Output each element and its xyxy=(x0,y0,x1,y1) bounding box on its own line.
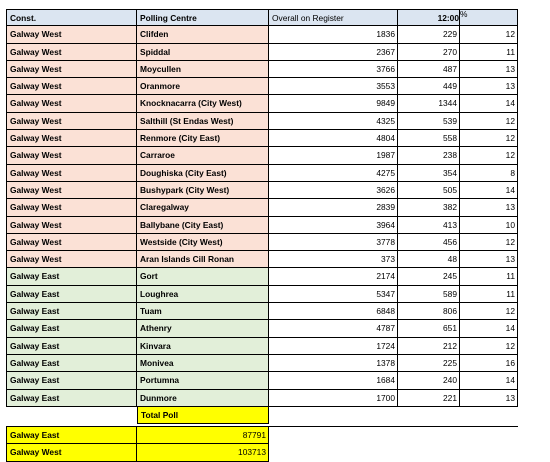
header-row xyxy=(6,9,518,26)
register-cell[interactable]: 2367 xyxy=(269,44,398,61)
register-cell[interactable]: 3553 xyxy=(269,78,398,95)
percent-cell[interactable]: 12 xyxy=(460,303,518,320)
percent-cell[interactable]: 12 xyxy=(460,234,518,251)
register-cell[interactable]: 1724 xyxy=(269,338,398,355)
data-rows xyxy=(6,26,518,407)
percent-cell[interactable]: 11 xyxy=(460,286,518,303)
table-row xyxy=(6,234,518,251)
register-cell[interactable]: 1836 xyxy=(269,26,398,43)
const-cell[interactable]: Galway West xyxy=(6,251,137,268)
const-cell[interactable]: Galway West xyxy=(6,217,137,234)
register-cell[interactable]: 373 xyxy=(269,251,398,268)
votes-cell[interactable]: 806 xyxy=(398,303,460,320)
polling-centre-cell[interactable]: Salthill (St Endas West) xyxy=(137,113,269,130)
votes-cell[interactable]: 48 xyxy=(398,251,460,268)
votes-cell[interactable]: 240 xyxy=(398,372,460,389)
const-cell[interactable]: Galway West xyxy=(6,61,137,78)
percent-cell[interactable]: 13 xyxy=(460,61,518,78)
percent-cell[interactable]: 8 xyxy=(460,165,518,182)
const-cell[interactable]: Galway East xyxy=(6,320,137,337)
summary-row-west xyxy=(6,444,518,461)
votes-cell[interactable]: 449 xyxy=(398,78,460,95)
const-cell[interactable]: Galway West xyxy=(6,165,137,182)
percent-cell[interactable]: 14 xyxy=(460,320,518,337)
register-cell[interactable]: 1684 xyxy=(269,372,398,389)
votes-cell[interactable]: 651 xyxy=(398,320,460,337)
table-row xyxy=(6,390,518,407)
register-cell[interactable]: 3626 xyxy=(269,182,398,199)
header-time[interactable]: 12:00 xyxy=(398,9,460,26)
table-row xyxy=(6,26,518,43)
register-cell[interactable]: 4325 xyxy=(269,113,398,130)
percent-cell[interactable]: 11 xyxy=(460,268,518,285)
polling-centre-cell[interactable]: Oranmore xyxy=(137,78,269,95)
header-register[interactable]: Overall on Register xyxy=(269,9,398,26)
percent-cell[interactable]: 13 xyxy=(460,251,518,268)
polling-centre-cell[interactable]: Clifden xyxy=(137,26,269,43)
percent-cell[interactable]: 12 xyxy=(460,26,518,43)
votes-cell[interactable]: 354 xyxy=(398,165,460,182)
table-row xyxy=(6,130,518,147)
register-cell[interactable]: 1987 xyxy=(269,147,398,164)
votes-cell[interactable]: 456 xyxy=(398,234,460,251)
const-cell[interactable]: Galway East xyxy=(6,372,137,389)
votes-cell[interactable]: 487 xyxy=(398,61,460,78)
summary-row-east xyxy=(6,426,518,444)
const-cell[interactable]: Galway West xyxy=(6,147,137,164)
table-row xyxy=(6,165,518,182)
votes-cell[interactable]: 225 xyxy=(398,355,460,372)
table-row xyxy=(6,286,518,303)
table-row xyxy=(6,303,518,320)
votes-cell[interactable]: 505 xyxy=(398,182,460,199)
polling-centre-cell[interactable]: Tuam xyxy=(137,303,269,320)
const-cell[interactable]: Galway West xyxy=(6,130,137,147)
register-cell[interactable]: 3964 xyxy=(269,217,398,234)
const-cell[interactable]: Galway West xyxy=(6,26,137,43)
votes-cell[interactable]: 238 xyxy=(398,147,460,164)
polling-centre-cell[interactable]: Knocknacarra (City West) xyxy=(137,95,269,112)
register-cell[interactable]: 3778 xyxy=(269,234,398,251)
header-polling-centre[interactable]: Polling Centre xyxy=(137,9,269,26)
const-cell[interactable]: Galway East xyxy=(6,303,137,320)
register-cell[interactable]: 5347 xyxy=(269,286,398,303)
percent-cell[interactable]: 16 xyxy=(460,355,518,372)
votes-cell[interactable]: 212 xyxy=(398,338,460,355)
polling-centre-cell[interactable]: Doughiska (City East) xyxy=(137,165,269,182)
header-pct-cell[interactable] xyxy=(460,9,518,26)
const-cell[interactable]: Galway East xyxy=(6,286,137,303)
percent-cell[interactable]: 11 xyxy=(460,44,518,61)
percent-cell[interactable]: 14 xyxy=(460,182,518,199)
register-cell[interactable]: 4275 xyxy=(269,165,398,182)
percent-cell[interactable]: 10 xyxy=(460,217,518,234)
percent-cell[interactable]: 12 xyxy=(460,113,518,130)
votes-cell[interactable]: 245 xyxy=(398,268,460,285)
polling-centre-cell[interactable]: Moycullen xyxy=(137,61,269,78)
total-poll-row xyxy=(6,407,518,424)
percent-cell[interactable]: 12 xyxy=(460,147,518,164)
polling-centre-cell[interactable]: Carraroe xyxy=(137,147,269,164)
votes-cell[interactable]: 1344 xyxy=(398,95,460,112)
polling-centre-cell[interactable]: Loughrea xyxy=(137,286,269,303)
register-cell[interactable]: 2174 xyxy=(269,268,398,285)
polling-centre-cell[interactable]: Gort xyxy=(137,268,269,285)
polling-centre-cell[interactable]: Dunmore xyxy=(137,390,269,407)
register-cell[interactable]: 2839 xyxy=(269,199,398,216)
votes-cell[interactable]: 539 xyxy=(398,113,460,130)
table-row xyxy=(6,44,518,61)
polling-centre-cell[interactable]: Athenry xyxy=(137,320,269,337)
register-cell[interactable]: 3766 xyxy=(269,61,398,78)
register-cell[interactable]: 1378 xyxy=(269,355,398,372)
votes-cell[interactable]: 558 xyxy=(398,130,460,147)
percent-cell[interactable]: 13 xyxy=(460,390,518,407)
const-cell[interactable]: Galway East xyxy=(6,268,137,285)
const-cell[interactable]: Galway East xyxy=(6,338,137,355)
votes-cell[interactable]: 382 xyxy=(398,199,460,216)
polling-centre-cell[interactable]: Aran Islands Cill Ronan xyxy=(137,251,269,268)
const-cell[interactable]: Galway West xyxy=(6,182,137,199)
polling-centre-cell[interactable]: Claregalway xyxy=(137,199,269,216)
table-row xyxy=(6,355,518,372)
table-row xyxy=(6,268,518,285)
percent-cell[interactable]: 13 xyxy=(460,199,518,216)
const-cell[interactable]: Galway West xyxy=(6,234,137,251)
const-cell[interactable]: Galway West xyxy=(6,113,137,130)
const-cell[interactable]: Galway West xyxy=(6,44,137,61)
const-cell[interactable]: Galway East xyxy=(6,355,137,372)
polling-centre-cell[interactable]: Bushypark (City West) xyxy=(137,182,269,199)
register-cell[interactable]: 6848 xyxy=(269,303,398,320)
polling-centre-cell[interactable]: Spiddal xyxy=(137,44,269,61)
percent-cell[interactable]: 12 xyxy=(460,130,518,147)
register-cell[interactable]: 4787 xyxy=(269,320,398,337)
table-row xyxy=(6,61,518,78)
table-row xyxy=(6,217,518,234)
votes-cell[interactable]: 413 xyxy=(398,217,460,234)
const-cell[interactable]: Galway West xyxy=(6,199,137,216)
polling-centre-cell[interactable]: Kinvara xyxy=(137,338,269,355)
polling-centre-cell[interactable]: Portumna xyxy=(137,372,269,389)
polling-centre-cell[interactable]: Ballybane (City East) xyxy=(137,217,269,234)
table-row xyxy=(6,113,518,130)
summary-value[interactable]: 87791 xyxy=(137,427,269,444)
table-row xyxy=(6,338,518,355)
summary-value[interactable]: 103713 xyxy=(137,444,269,461)
const-cell[interactable]: Galway East xyxy=(6,390,137,407)
register-cell[interactable]: 1700 xyxy=(269,390,398,407)
total-poll-label[interactable]: Total Poll xyxy=(137,407,269,424)
const-cell[interactable]: Galway West xyxy=(6,95,137,112)
percent-cell[interactable]: 12 xyxy=(460,338,518,355)
table-row xyxy=(6,372,518,389)
summary-const[interactable]: Galway East xyxy=(6,427,137,444)
const-cell[interactable]: Galway West xyxy=(6,78,137,95)
votes-cell[interactable]: 589 xyxy=(398,286,460,303)
register-cell[interactable]: 4804 xyxy=(269,130,398,147)
header-pct: % xyxy=(460,9,468,19)
table-row xyxy=(6,182,518,199)
polling-centre-cell[interactable]: Westside (City West) xyxy=(137,234,269,251)
table-row xyxy=(6,251,518,268)
table-row xyxy=(6,199,518,216)
percent-cell[interactable]: 14 xyxy=(460,372,518,389)
register-cell[interactable]: 9849 xyxy=(269,95,398,112)
spreadsheet-table xyxy=(6,9,518,462)
table-row xyxy=(6,95,518,112)
votes-cell[interactable]: 221 xyxy=(398,390,460,407)
percent-cell[interactable]: 13 xyxy=(460,78,518,95)
percent-cell[interactable]: 14 xyxy=(460,95,518,112)
table-row xyxy=(6,147,518,164)
polling-centre-cell[interactable]: Renmore (City East) xyxy=(137,130,269,147)
summary-const[interactable]: Galway West xyxy=(6,444,137,461)
header-const[interactable]: Const. xyxy=(6,9,137,26)
table-row xyxy=(6,78,518,95)
table-row xyxy=(6,320,518,337)
polling-centre-cell[interactable]: Monivea xyxy=(137,355,269,372)
votes-cell[interactable]: 270 xyxy=(398,44,460,61)
votes-cell[interactable]: 229 xyxy=(398,26,460,43)
